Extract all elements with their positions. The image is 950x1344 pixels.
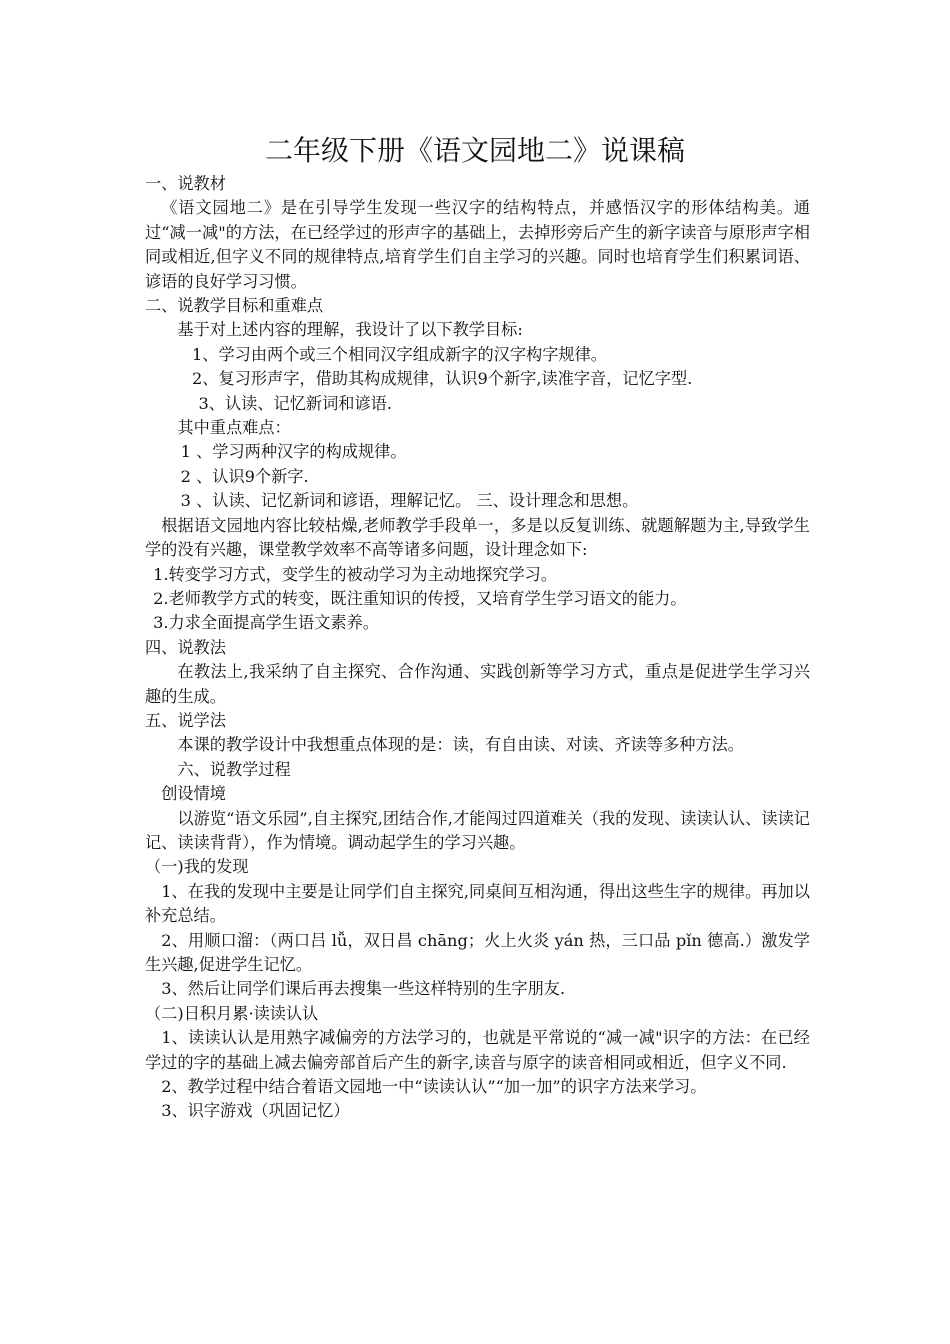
paragraph: 2、用顺口溜：（两口吕 lǚ，双日昌 chāng；火上火炎 yán 热，三口品 pǐn 德高.）激发学生兴趣,促进学生记忆。: [145, 930, 810, 974]
list-item: 2.老师教学方式的转变，既注重知识的传授，又培育学生学习语文的能力。: [153, 588, 687, 608]
document-title: 二年级下册《语文园地二》说课稿: [264, 134, 685, 167]
subheading: 创设情境: [161, 784, 226, 804]
section-heading: 四、说教法: [145, 637, 226, 657]
list-item: 3、认读、记忆新词和谚语.: [198, 393, 392, 413]
list-item: 1.转变学习方式，变学生的被动学习为主动地探究学习。: [153, 564, 558, 584]
paragraph: 1、在我的发现中主要是让同学们自主探究,同桌间互相沟通，得出这些生字的规律。再加以补充总结。: [145, 881, 810, 926]
section-heading: 六、说教学过程: [177, 759, 291, 779]
list-item: 3.力求全面提高学生语文素养。: [153, 613, 379, 633]
section-heading: 五、说学法: [145, 710, 226, 730]
paragraph: 3、然后让同学们课后再去搜集一些这样特别的生字朋友.: [161, 979, 566, 999]
list-item: 2 、认识9个新字.: [180, 466, 309, 486]
section-heading: 二、说教学目标和重难点: [145, 296, 324, 316]
paragraph: 本课的教学设计中我想重点体现的是：读，有自由读、对读、齐读等多种方法。: [177, 735, 744, 755]
paragraph: 根据语文园地内容比较枯燥,老师教学手段单一，多是以反复训练、就题解题为主,导致学生学的没有兴趣，课堂教学效率不高等诸多问题，设计理念如下:: [145, 515, 810, 560]
paragraph: 3、识字游戏（巩固记忆）: [161, 1101, 350, 1121]
list-item: 2、复习形声字，借助其构成规律，认识9个新字,读准字音，记忆字型.: [191, 369, 693, 389]
paragraph: 其中重点难点：: [177, 418, 291, 438]
paragraph: 以游览“语文乐园”,自主探究,团结合作,才能闯过四道难关（我的发现、读读认认、读读记记、读读背背），作为情境。调动起学生的学习兴趣。: [145, 808, 810, 852]
paragraph: 在教法上,我采纳了自主探究、合作沟通、实践创新等学习方式，重点是促进学生学习兴趣的生成。: [145, 662, 810, 706]
subheading: （二)日积月累·读读认认: [145, 1003, 319, 1023]
paragraph: 2、教学过程中结合着语文园地一中“读读认认”“加一加”的识字方法来学习。: [161, 1077, 707, 1097]
list-item: 1 、学习两种汉字的构成规律。: [180, 442, 407, 462]
subheading: （一)我的发现: [145, 857, 249, 877]
paragraph: 基于对上述内容的理解，我设计了以下教学目标:: [177, 320, 523, 340]
list-item: 3 、认读、记忆新词和谚语，理解记忆。 三、设计理念和思想。: [180, 491, 639, 511]
list-item: 1、学习由两个或三个相同汉字组成新字的汉字构字规律。: [191, 344, 607, 364]
paragraph: 1、读读认认是用熟字减偏旁的方法学习的，也就是平常说的“减一减"识字的方法：在已经学过的字的基础上减去偏旁部首后产生的新字,读音与原字的读音相同或相近，但字义不同.: [145, 1028, 810, 1072]
document-body: [145, 172, 810, 1124]
section-heading: 一、说教材: [145, 174, 226, 193]
paragraph: 《语文园地二》是在引导学生发现一些汉字的结构特点，并感悟汉字的形体结构美。通过“减一减"的方法，在已经学过的形声字的基础上，去掉形旁后产生的新字读音与原形声字相同或相近,但字义不同的规律特点,培育学生们自主学习的兴趣。同时也培育学生们积累词语、谚语的良好学习习惯。: [145, 198, 810, 291]
